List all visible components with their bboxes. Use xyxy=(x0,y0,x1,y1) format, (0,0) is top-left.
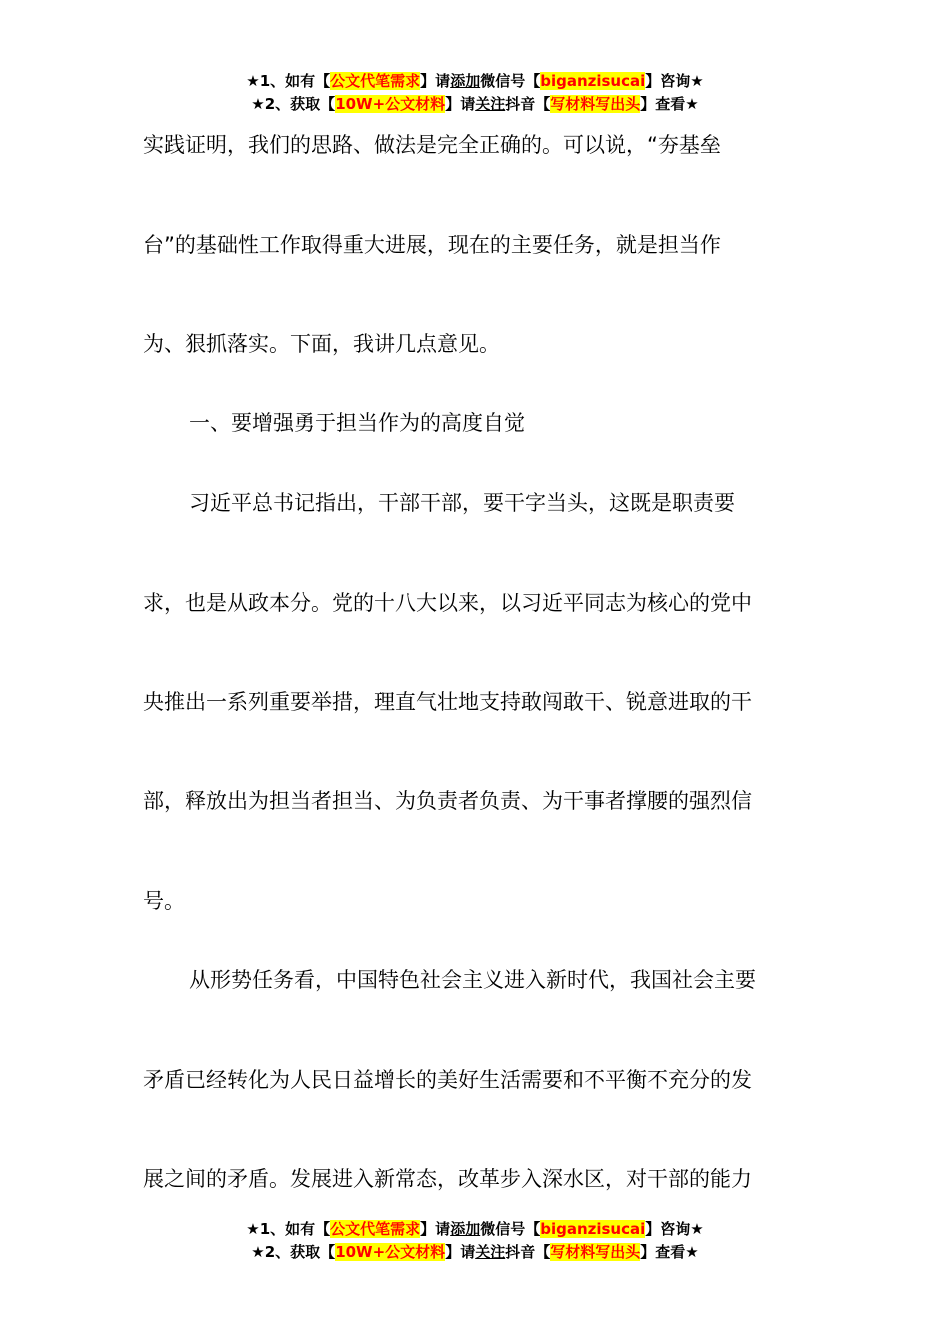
banner-highlight: 公文代笔需求 xyxy=(330,1220,421,1238)
body-line: 央推出一系列重要举措，理直气壮地支持敢闯敢干、锐意进取的干 xyxy=(143,690,752,714)
banner-text: ★2、获取【 xyxy=(251,1243,336,1261)
banner-text: 微信号【 xyxy=(480,72,541,90)
banner-text: ★2、获取【 xyxy=(251,95,336,113)
footer-banner-line-2 xyxy=(0,1241,950,1264)
banner-text: 】查看★ xyxy=(640,95,699,113)
banner-highlight: 10W+公文材料 xyxy=(335,95,446,113)
banner-text: 】咨询★ xyxy=(645,1220,704,1238)
banner-text: 】请 xyxy=(420,72,451,90)
body-line: 展之间的矛盾。发展进入新常态，改革步入深水区，对干部的能力 xyxy=(143,1167,752,1191)
body-line: 实践证明，我们的思路、做法是完全正确的。可以说，“夯基垒 xyxy=(143,133,721,157)
banner-underlined-text: 关注 xyxy=(475,1243,506,1261)
banner-text: 抖音【 xyxy=(505,95,551,113)
header-banner-line-2 xyxy=(0,93,950,116)
banner-text: 】请 xyxy=(420,1220,451,1238)
header-banner xyxy=(0,70,950,116)
header-banner-line-1 xyxy=(0,70,950,93)
banner-highlight: 10W+公文材料 xyxy=(335,1243,446,1261)
body-line: 号。 xyxy=(143,889,185,913)
banner-text: 抖音【 xyxy=(505,1243,551,1261)
footer-banner xyxy=(0,1218,950,1264)
banner-underlined-text: 关注 xyxy=(475,95,506,113)
body-line: 为、狠抓落实。下面，我讲几点意见。 xyxy=(143,332,500,356)
banner-underlined-text: 添加 xyxy=(450,1220,481,1238)
banner-text: 微信号【 xyxy=(480,1220,541,1238)
banner-text: ★1、如有【 xyxy=(246,1220,331,1238)
banner-text: 】请 xyxy=(445,95,476,113)
section-heading: 一、要增强勇于担当作为的高度自觉 xyxy=(189,411,525,435)
body-line: 习近平总书记指出，干部干部，要干字当头，这既是职责要 xyxy=(189,491,735,515)
banner-highlight: 写材料写出头 xyxy=(550,95,641,113)
banner-text: 】查看★ xyxy=(640,1243,699,1261)
body-line: 部，释放出为担当者担当、为负责者负责、为干事者撑腰的强烈信 xyxy=(143,789,752,813)
banner-text: 】咨询★ xyxy=(645,72,704,90)
body-line: 台”的基础性工作取得重大进展，现在的主要任务，就是担当作 xyxy=(143,233,721,257)
banner-text: 】请 xyxy=(445,1243,476,1261)
banner-underlined-text: 添加 xyxy=(450,72,481,90)
body-line: 从形势任务看，中国特色社会主义进入新时代，我国社会主要 xyxy=(189,968,756,992)
body-line: 求，也是从政本分。党的十八大以来，以习近平同志为核心的党中 xyxy=(143,591,752,615)
banner-highlight: biganzisucai xyxy=(540,1220,646,1238)
footer-banner-line-1 xyxy=(0,1218,950,1241)
banner-text: ★1、如有【 xyxy=(246,72,331,90)
banner-highlight: 公文代笔需求 xyxy=(330,72,421,90)
body-line: 矛盾已经转化为人民日益增长的美好生活需要和不平衡不充分的发 xyxy=(143,1068,752,1092)
banner-highlight: 写材料写出头 xyxy=(550,1243,641,1261)
banner-highlight: biganzisucai xyxy=(540,72,646,90)
